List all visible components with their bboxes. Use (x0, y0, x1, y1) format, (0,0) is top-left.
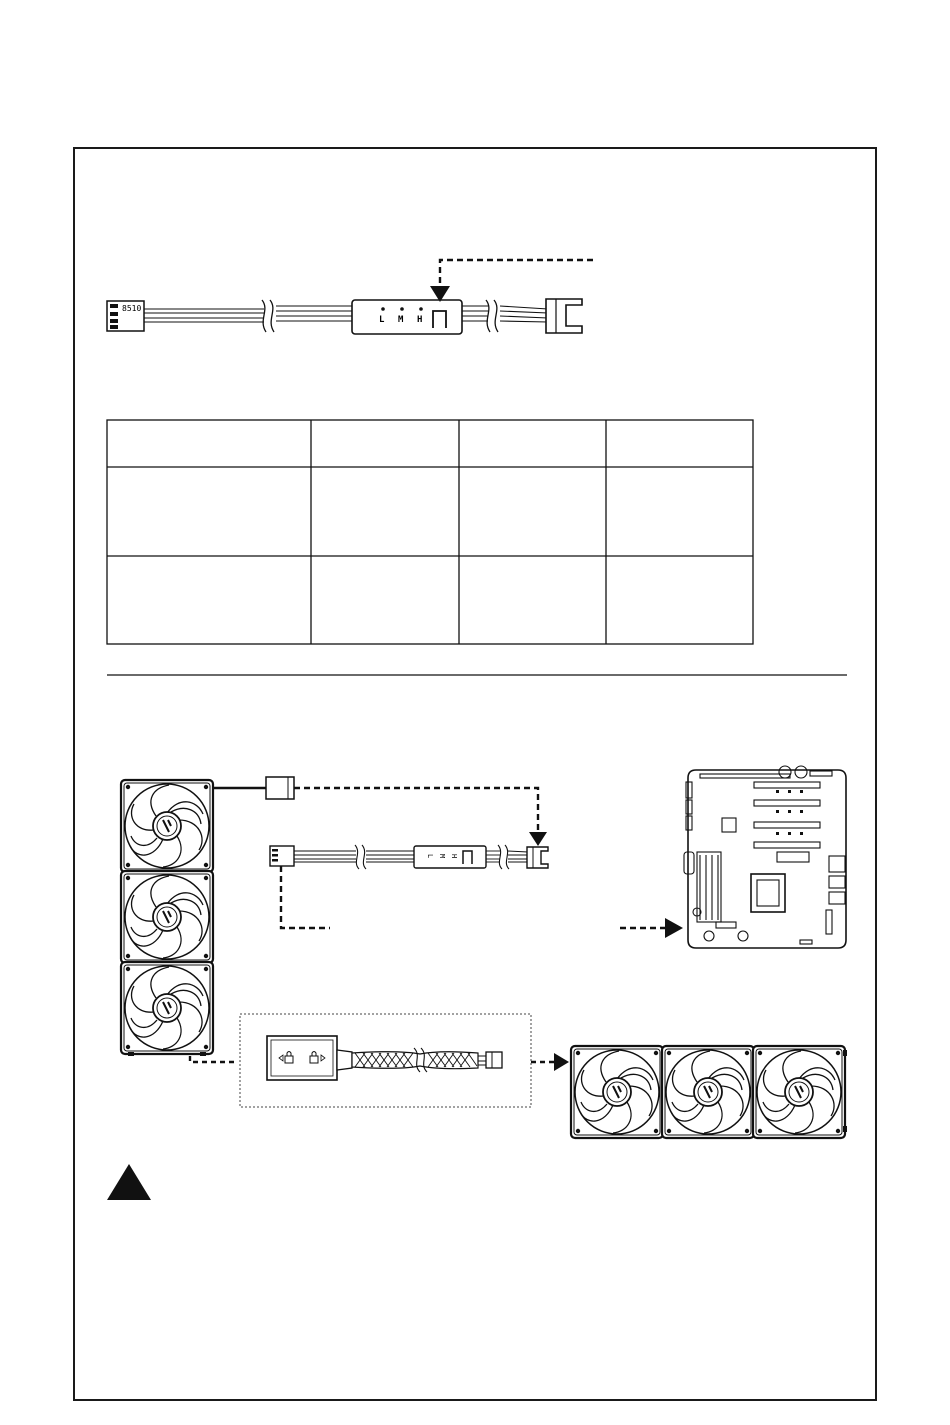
adapter-to-board-line (281, 866, 330, 928)
svg-text:L: L (426, 854, 434, 859)
pwm-speed-cable-small (270, 845, 548, 869)
fan-6 (753, 1046, 845, 1138)
switch-label-mid: M (398, 315, 404, 325)
fan-to-adapter-line (294, 788, 538, 834)
switch-callout-line (440, 260, 593, 288)
svg-text:H: H (450, 854, 458, 859)
fan-stack-vertical (121, 780, 213, 1056)
connector-label: 8510 (122, 304, 142, 313)
svg-text:M: M (438, 854, 446, 859)
fan-1 (121, 780, 213, 872)
fan-plug (266, 777, 294, 799)
daisy-chain-cable-box (240, 1014, 531, 1107)
fan-connector-right (546, 299, 582, 333)
pwm-speed-cable (107, 260, 593, 334)
fan-to-chain-line (190, 1056, 238, 1062)
fan-5 (662, 1046, 754, 1138)
speed-table (107, 420, 753, 644)
fan-row-horizontal (571, 1046, 847, 1138)
fan-2 (121, 871, 213, 963)
switch-label-high: H (417, 315, 423, 325)
fan-4 (571, 1046, 663, 1138)
motherboard (684, 766, 846, 948)
fan-3 (121, 962, 213, 1054)
warning-triangle-icon (107, 1164, 151, 1200)
switch-label-low: L (379, 315, 385, 325)
